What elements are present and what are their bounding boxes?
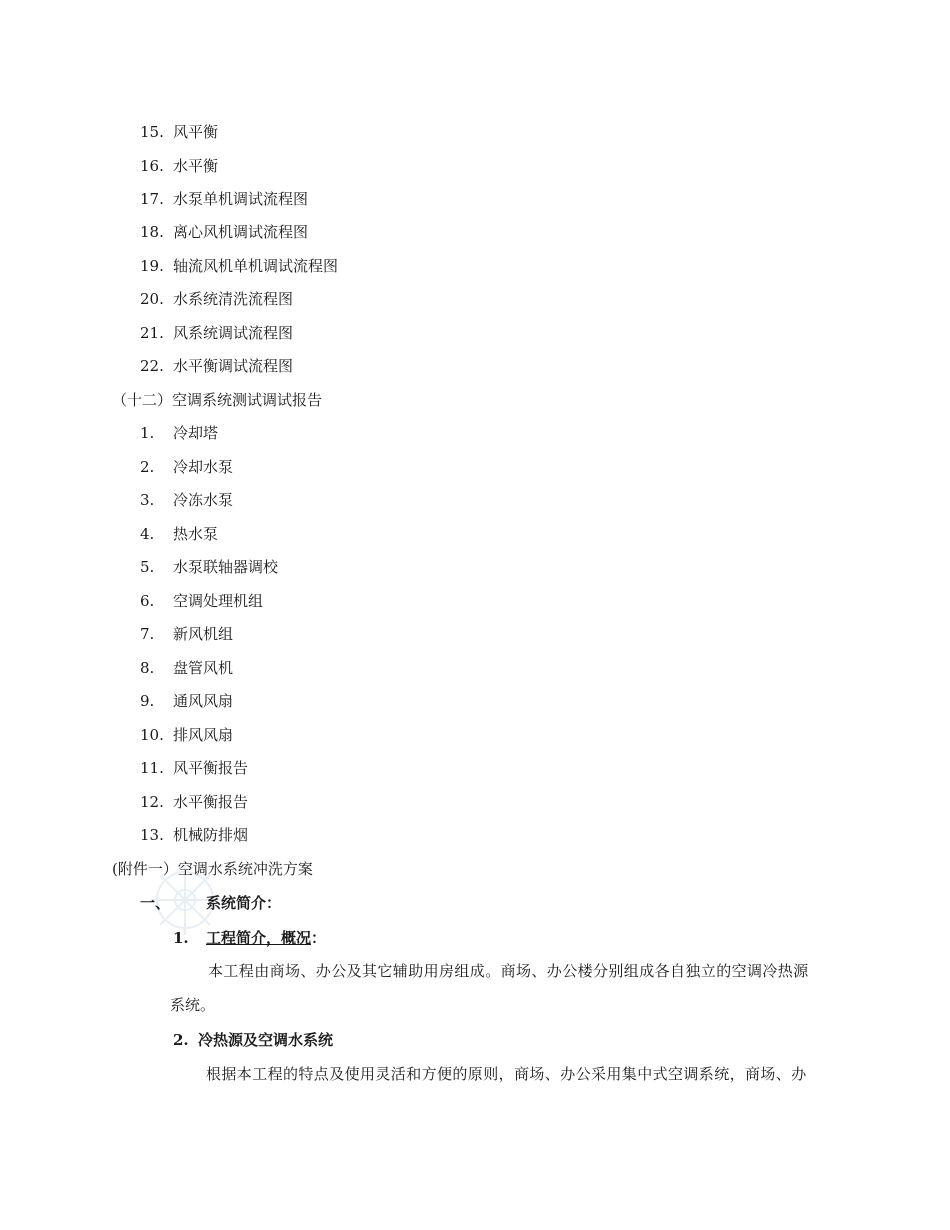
item-text: 排风风扇 bbox=[173, 726, 234, 744]
item-text: 水泵单机调试流程图 bbox=[173, 190, 309, 208]
subsection-colon: ： bbox=[311, 929, 327, 947]
section-title: 系统简介： bbox=[206, 894, 282, 912]
appendix-heading: (附件一）空调水系统冲洗方案 bbox=[112, 860, 313, 878]
item-number: 11. bbox=[140, 759, 164, 777]
item-number: 20. bbox=[140, 290, 164, 308]
item-number: 16. bbox=[140, 157, 164, 175]
item-number: 21. bbox=[140, 324, 164, 342]
item-text: 轴流风机单机调试流程图 bbox=[173, 257, 339, 275]
item-text: 水平衡 bbox=[173, 157, 219, 175]
item-text: 水泵联轴器调校 bbox=[173, 558, 279, 576]
item-text: 风平衡 bbox=[173, 123, 219, 141]
section-number: 一、 bbox=[140, 894, 171, 912]
item-number: 15. bbox=[140, 123, 164, 141]
item-number: 12. bbox=[140, 793, 164, 811]
item-text: 空调处理机组 bbox=[173, 592, 264, 610]
subsection-number: 2. bbox=[173, 1031, 189, 1049]
item-text: 冷冻水泵 bbox=[173, 491, 234, 509]
item-text: 风系统调试流程图 bbox=[173, 324, 294, 342]
item-number: 18. bbox=[140, 223, 164, 241]
item-number: 4. bbox=[140, 525, 155, 543]
item-text: 冷却水泵 bbox=[173, 458, 234, 476]
item-number: 17. bbox=[140, 190, 164, 208]
paragraph-line: 本工程由商场、办公及其它辅助用房组成。商场、办公楼分别组成各自独立的空调冷热源 bbox=[208, 962, 809, 980]
item-number: 13. bbox=[140, 826, 164, 844]
item-text: 水平衡调试流程图 bbox=[173, 357, 294, 375]
item-text: 冷却塔 bbox=[173, 424, 219, 442]
item-number: 6. bbox=[140, 592, 155, 610]
item-number: 9. bbox=[140, 692, 155, 710]
item-number: 10. bbox=[140, 726, 164, 744]
subsection-number: 1. bbox=[173, 929, 189, 947]
item-text: 离心风机调试流程图 bbox=[173, 223, 309, 241]
item-text: 新风机组 bbox=[173, 625, 234, 643]
item-text: 水系统清洗流程图 bbox=[173, 290, 294, 308]
paragraph-line: 根据本工程的特点及使用灵活和方便的原则，商场、办公采用集中式空调系统，商场、办 bbox=[206, 1065, 807, 1083]
item-number: 19. bbox=[140, 257, 164, 275]
item-text: 盘管风机 bbox=[173, 659, 234, 677]
subsection-title-wrap bbox=[206, 928, 326, 948]
item-number: 1. bbox=[140, 424, 155, 442]
item-text: 通风风扇 bbox=[173, 692, 234, 710]
item-text: 风平衡报告 bbox=[173, 759, 249, 777]
section-heading: （十二）空调系统测试调试报告 bbox=[112, 391, 323, 409]
item-number: 5. bbox=[140, 558, 155, 576]
item-number: 22. bbox=[140, 357, 164, 375]
subsection-title: 工程简介，概况 bbox=[206, 929, 312, 947]
item-text: 机械防排烟 bbox=[173, 826, 249, 844]
item-text: 水平衡报告 bbox=[173, 793, 249, 811]
item-number: 7. bbox=[140, 625, 155, 643]
paragraph-line: 系统。 bbox=[170, 996, 216, 1014]
item-number: 8. bbox=[140, 659, 155, 677]
item-text: 热水泵 bbox=[173, 525, 219, 543]
subsection-title: 冷热源及空调水系统 bbox=[198, 1031, 334, 1049]
item-number: 2. bbox=[140, 458, 155, 476]
item-number: 3. bbox=[140, 491, 155, 509]
